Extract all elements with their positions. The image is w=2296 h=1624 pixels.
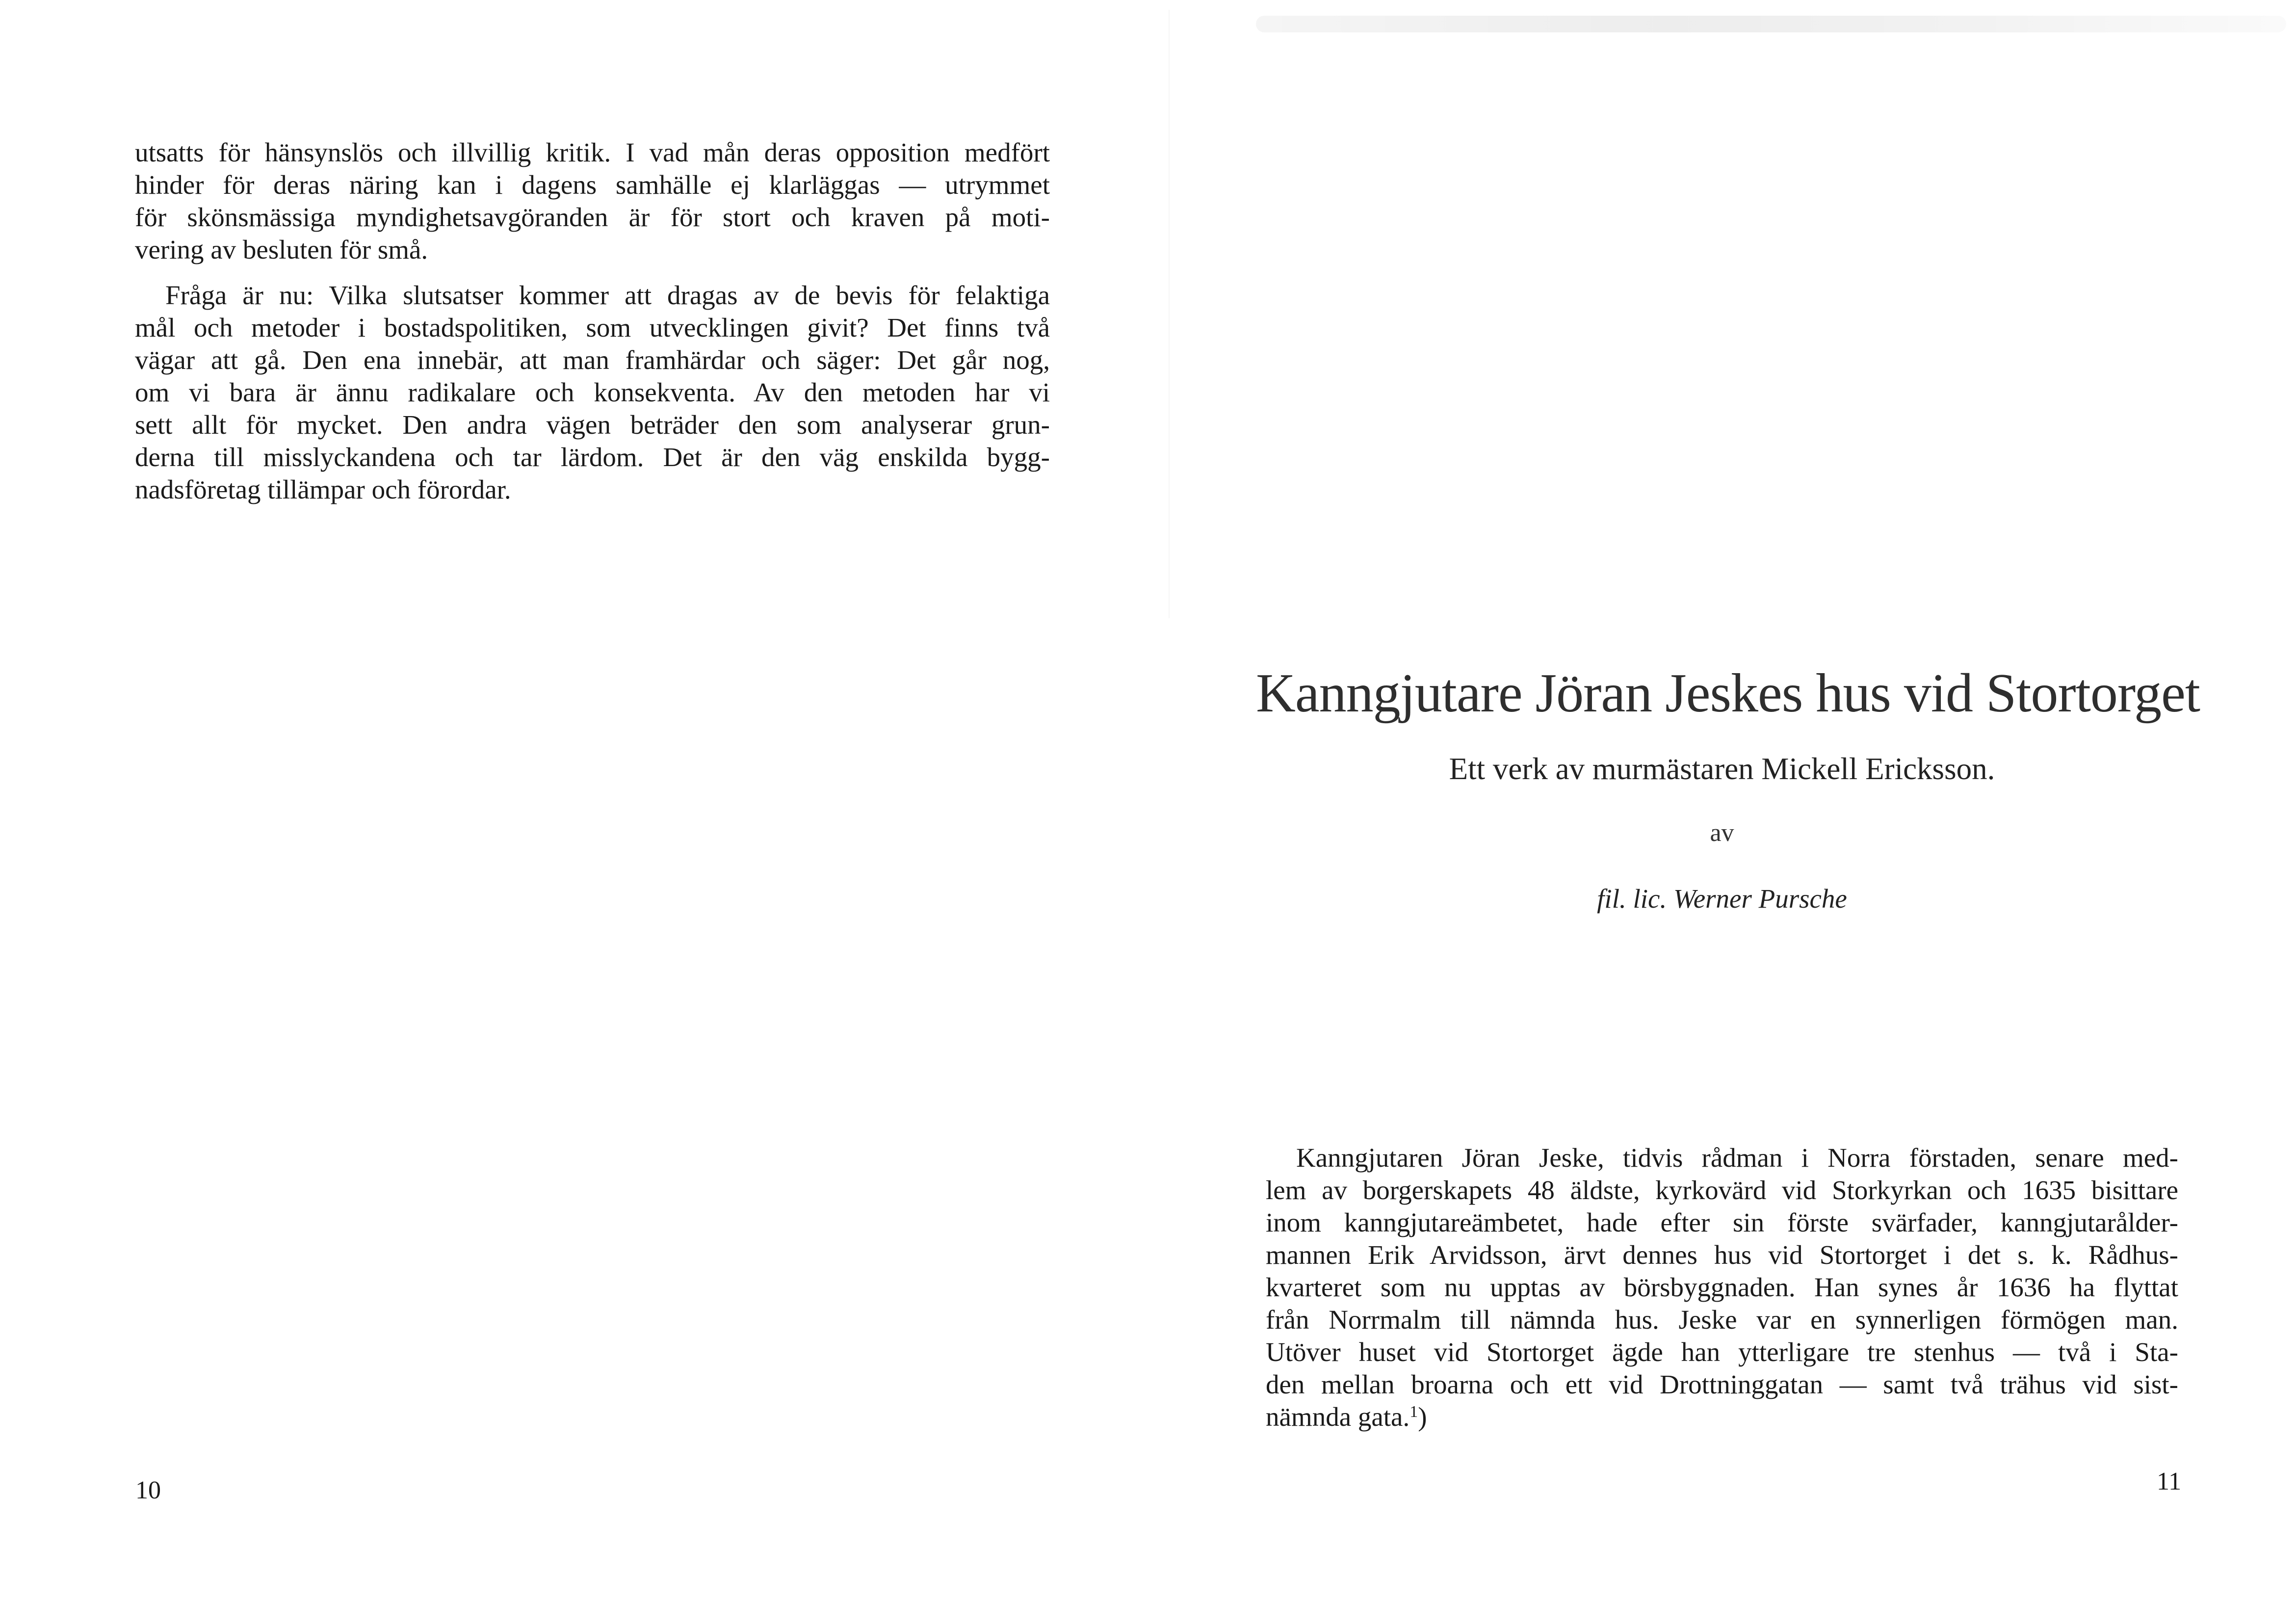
text-line: den mellan broarna och ett vid Drottninggatan — samt två trähus vid sist- (1266, 1369, 2178, 1399)
text-line: vägar att gå. Den ena innebär, att man framhärdar och säger: Det går nog, (135, 345, 1050, 375)
text-line: kvarteret som nu upptas av börsbyggnaden. Han synes år 1636 ha flyttat (1266, 1272, 2178, 1302)
text-line: sett allt för mycket. Den andra vägen beträder den som analyserar grun- (135, 410, 1050, 440)
text-line: mannen Erik Arvidsson, ärvt dennes hus vid Stortorget i det s. k. Rådhus- (1266, 1240, 2178, 1270)
text-fragment: nämnda gata. (1266, 1402, 1410, 1432)
text-line: om vi bara är ännu radikalare och konsekventa. Av den metoden har vi (135, 377, 1050, 407)
page-number-right: 11 (2157, 1467, 2182, 1495)
article-title: Kanngjutare Jöran Jeskes hus vid Stortorget (1256, 663, 2200, 724)
text-line: hinder för deras näring kan i dagens samhälle ej klarläggas — utrymmet (135, 170, 1050, 200)
text-line: nadsföretag tillämpar och förordar. (135, 474, 511, 504)
text-line: Fråga är nu: Vilka slutsatser kommer att dragas av de bevis för felaktiga (165, 280, 1050, 310)
text-line: Kanngjutaren Jöran Jeske, tidvis rådman i Norra förstaden, senare med- (1296, 1143, 2178, 1173)
text-line: inom kanngjutareämbetet, hade efter sin förste svärfader, kanngjutarålder- (1266, 1207, 2178, 1237)
article-subtitle: Ett verk av murmästaren Mickell Ericksson. (1449, 752, 1995, 786)
footnote-mark[interactable]: 1 (1409, 1403, 1418, 1421)
page-number-left: 10 (135, 1476, 161, 1504)
text-line: utsatts för hänsynslös och illvillig kritik. I vad mån deras opposition medfört (135, 137, 1050, 167)
left-page-text (135, 136, 1050, 506)
text-line-last (1266, 1401, 2178, 1433)
text-fragment: ) (1418, 1402, 1427, 1432)
text-line: vering av besluten för små. (135, 235, 428, 264)
paragraph-1 (135, 136, 1050, 266)
text-line: derna till misslyckandena och tar lärdom. Det är den väg enskilda bygg- (135, 442, 1050, 472)
text-line: Utöver huset vid Stortorget ägde han ytterligare tre stenhus — två i Sta- (1266, 1337, 2178, 1367)
text-line: lem av borgerskapets 48 äldste, kyrkovärd vid Storkyrkan och 1635 bisittare (1266, 1175, 2178, 1205)
paragraph-2 (135, 279, 1050, 506)
text-line: för skönsmässiga myndighetsavgöranden är för stort och kraven på moti- (135, 202, 1050, 232)
byline-av: av (1710, 819, 1734, 847)
article-body (1266, 1142, 2178, 1433)
text-line: mål och metoder i bostadspolitiken, som utvecklingen givit? Det finns två (135, 313, 1050, 342)
text-line: från Norrmalm till nämnda hus. Jeske var en synnerligen förmögen man. (1266, 1305, 2178, 1335)
author-name: fil. lic. Werner Pursche (1597, 884, 1847, 914)
